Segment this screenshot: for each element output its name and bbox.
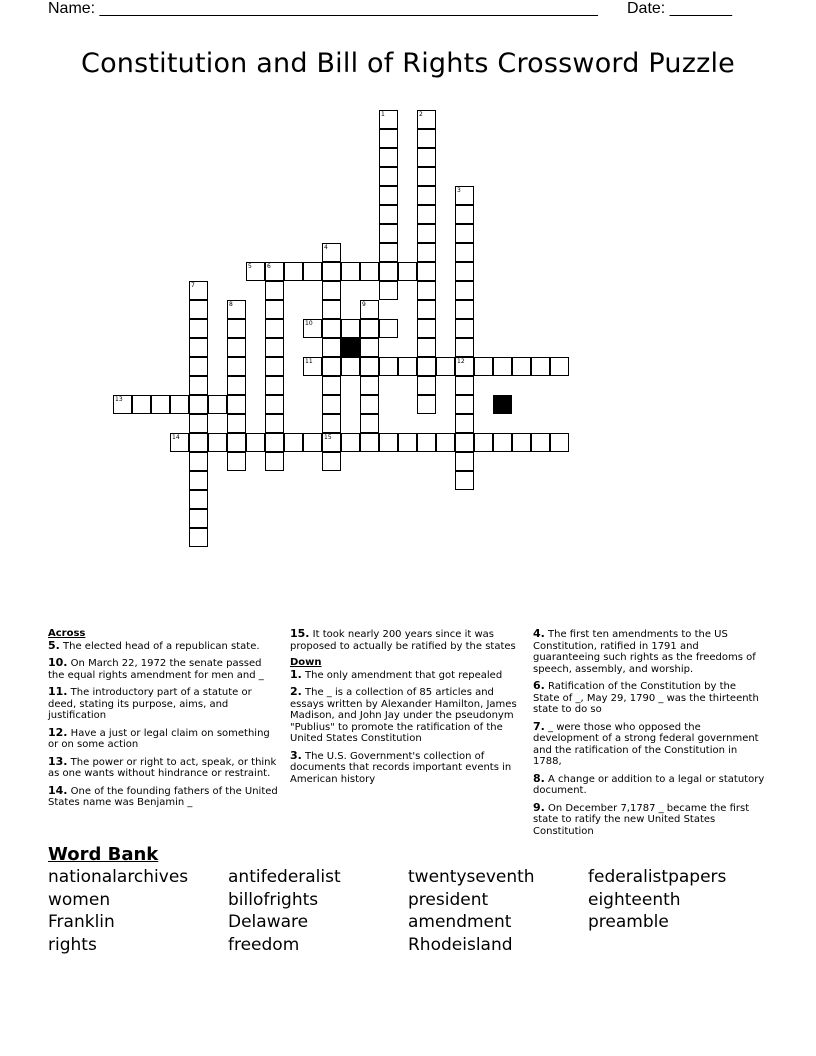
clue-number-4: 4 [324,244,328,251]
clue-number: 15. [290,627,310,640]
answer-cell[interactable] [360,395,379,414]
clue-number-12: 12 [457,358,465,365]
answer-cell[interactable] [512,357,531,376]
answer-cell[interactable] [417,224,436,243]
clue-number-7: 7 [191,282,195,289]
clue-number: 7. [533,719,545,733]
clue-number: 3. [290,748,302,762]
word-bank-column-1 [48,866,188,957]
answer-cell[interactable] [132,395,151,414]
answer-cell[interactable] [417,281,436,300]
answer-cell[interactable] [341,357,360,376]
answer-cell[interactable] [265,376,284,395]
clue-text: The first ten amendments to the US Constitution, ratified in 1791 and guaranteeing such rights as the freedoms of speech, assembly, and worship. [533,629,756,675]
clue-number-3: 3 [457,187,461,194]
clue-text: Ratification of the Constitution by the State of _, May 29, 1790 _ was the thirteenth state to do so [533,681,759,715]
word-bank-entry: amendment [408,912,512,933]
across-clue-list [48,640,280,809]
answer-cell[interactable] [265,452,284,471]
down-clue-list-continued [533,628,765,837]
answer-cell[interactable] [455,395,474,414]
answer-cell[interactable] [455,376,474,395]
clue-item [290,628,522,652]
answer-cell[interactable] [417,338,436,357]
answer-cell[interactable] [417,205,436,224]
answer-cell[interactable] [151,395,170,414]
clue-number-14: 14 [172,434,180,441]
answer-cell[interactable] [189,357,208,376]
answer-cell[interactable] [379,243,398,262]
answer-cell[interactable] [379,129,398,148]
clue-text: It took nearly 200 years since it was proposed to actually be ratified by the states [290,629,516,652]
clue-number-13: 13 [115,396,123,403]
answer-cell[interactable] [455,433,474,452]
answer-cell[interactable] [189,471,208,490]
word-bank-column-2 [228,866,341,957]
answer-cell[interactable] [455,281,474,300]
word-bank-entry: eighteenth [588,889,681,910]
clue-text: On March 22, 1972 the senate passed the equal rights amendment for men and _ [48,658,264,681]
answer-cell[interactable] [360,414,379,433]
answer-cell[interactable] [322,338,341,357]
answer-cell[interactable] [550,357,569,376]
answer-cell[interactable] [189,319,208,338]
answer-cell[interactable] [455,452,474,471]
answer-cell[interactable] [379,262,398,281]
word-bank-entry: Delaware [228,912,309,933]
answer-cell[interactable] [379,205,398,224]
clue-number: 6. [533,679,545,692]
clue-item [48,756,280,780]
answer-cell[interactable] [360,319,379,338]
answer-cell[interactable] [455,319,474,338]
answer-cell[interactable] [531,357,550,376]
word-bank-entry: president [408,889,489,910]
answer-cell[interactable] [265,338,284,357]
answer-cell[interactable] [341,433,360,452]
answer-cell[interactable] [455,224,474,243]
answer-cell[interactable] [455,205,474,224]
answer-cell[interactable] [284,262,303,281]
answer-cell[interactable] [417,186,436,205]
answer-cell[interactable] [474,357,493,376]
answer-cell[interactable] [189,376,208,395]
clue-number-15: 15 [324,434,332,441]
word-bank-title: Word Bank [48,844,159,865]
answer-cell[interactable] [227,338,246,357]
answer-cell[interactable] [493,433,512,452]
answer-cell[interactable] [436,433,455,452]
clue-item [533,721,765,768]
answer-cell[interactable] [265,300,284,319]
black-square [493,395,512,414]
clue-text: On December 7,1787 _ became the first state to ratify the new United States Constitution [533,802,750,837]
clue-number-10: 10 [305,320,313,327]
answer-cell[interactable] [379,167,398,186]
answer-cell[interactable] [550,433,569,452]
answer-cell[interactable] [455,262,474,281]
black-square [341,338,360,357]
answer-cell[interactable] [284,433,303,452]
answer-cell[interactable] [189,528,208,547]
answer-cell[interactable] [265,395,284,414]
answer-cell[interactable] [341,319,360,338]
answer-cell[interactable] [227,452,246,471]
answer-cell[interactable] [379,433,398,452]
answer-cell[interactable] [303,262,322,281]
clue-number-2: 2 [419,111,423,118]
answer-cell[interactable] [227,433,246,452]
word-bank-entry: freedom [228,935,300,956]
clue-number: 2. [290,685,302,698]
answer-cell[interactable] [474,433,493,452]
clue-number: 5. [48,638,60,652]
answer-cell[interactable] [189,300,208,319]
answer-cell[interactable] [417,376,436,395]
clue-text: A change or addition to a legal or statutory document. [533,773,765,796]
answer-cell[interactable] [360,338,379,357]
answer-cell[interactable] [322,262,341,281]
answer-cell[interactable] [379,281,398,300]
down-clue-list [290,669,522,786]
word-bank-entry: twentyseventh [408,867,535,887]
clue-number: 12. [48,725,68,739]
answer-cell[interactable] [189,338,208,357]
answer-cell[interactable] [398,357,417,376]
answer-cell[interactable] [189,509,208,528]
word-bank-column-3 [408,866,535,957]
answer-cell[interactable] [360,262,379,281]
answer-cell[interactable] [227,376,246,395]
answer-cell[interactable] [417,129,436,148]
answer-cell[interactable] [341,262,360,281]
answer-cell[interactable] [417,300,436,319]
clue-number-11: 11 [305,358,313,365]
answer-cell[interactable] [512,433,531,452]
answer-cell[interactable] [227,319,246,338]
date-field-line: Date: _______ [627,0,732,17]
clue-item [290,669,522,682]
clue-item [533,802,765,838]
across-header: Across [48,628,86,639]
answer-cell[interactable] [227,414,246,433]
answer-cell[interactable] [322,452,341,471]
answer-cell[interactable] [398,262,417,281]
clue-number-8: 8 [229,301,233,308]
answer-cell[interactable] [322,300,341,319]
answer-cell[interactable] [417,167,436,186]
clue-item [48,727,280,751]
answer-cell[interactable] [265,414,284,433]
answer-cell[interactable] [265,281,284,300]
answer-cell[interactable] [436,357,455,376]
answer-cell[interactable] [189,433,208,452]
word-bank-entry: preamble [588,912,669,933]
clues-column-2 [290,628,522,790]
answer-cell[interactable] [531,433,550,452]
answer-cell[interactable] [455,414,474,433]
answer-cell[interactable] [322,281,341,300]
answer-cell[interactable] [417,395,436,414]
word-bank-column-4 [588,866,726,934]
clue-number: 11. [48,685,68,698]
clue-item [48,785,280,809]
down-header: Down [290,657,322,668]
answer-cell[interactable] [398,433,417,452]
clue-text: The power or right to act, speak, or think as one wants without hindrance or restraint. [48,756,277,779]
answer-cell[interactable] [455,471,474,490]
clue-number: 10. [48,656,68,669]
clue-text: The U.S. Government's collection of documents that records important events in American history [290,750,512,785]
answer-cell[interactable] [360,433,379,452]
clue-text: The only amendment that got repealed [301,669,503,681]
answer-cell[interactable] [265,357,284,376]
answer-cell[interactable] [379,186,398,205]
answer-cell[interactable] [322,395,341,414]
answer-cell[interactable] [189,414,208,433]
clue-item [533,680,765,716]
answer-cell[interactable] [227,395,246,414]
answer-cell[interactable] [265,319,284,338]
answer-cell[interactable] [265,433,284,452]
clue-item [48,686,280,722]
clue-number: 1. [290,667,302,681]
clue-number-6: 6 [267,263,271,270]
answer-cell[interactable] [189,452,208,471]
clue-number: 8. [533,771,545,785]
clues-column-1 [48,628,280,814]
answer-cell[interactable] [417,148,436,167]
clue-number: 9. [533,800,545,814]
page-title: Constitution and Bill of Rights Crossword Puzzle [81,48,735,79]
word-bank-entry: federalistpapers [588,867,727,887]
clue-text: Have a just or legal claim on something or on some action [48,727,270,750]
clue-text: One of the founding fathers of the United States name was Benjamin _ [48,785,278,808]
answer-cell[interactable] [303,433,322,452]
answer-cell[interactable] [322,357,341,376]
answer-cell[interactable] [455,338,474,357]
name-field-line: Name: ________________________________________________________ [48,0,598,17]
across-clue-list-continued [290,628,522,652]
word-bank-entry: rights [48,935,97,956]
clue-text: The introductory part of a statute or deed, stating its purpose, aims, and justification [48,687,252,721]
answer-cell[interactable] [379,148,398,167]
clue-number-5: 5 [248,263,252,270]
word-bank-entry: nationalarchives [48,867,189,887]
clue-number: 13. [48,754,68,768]
answer-cell[interactable] [322,319,341,338]
answer-cell[interactable] [322,376,341,395]
clue-item [533,773,765,797]
answer-cell[interactable] [379,319,398,338]
clue-number: 14. [48,783,68,797]
answer-cell[interactable] [493,357,512,376]
clue-number-9: 9 [362,301,366,308]
answer-cell[interactable] [379,357,398,376]
clue-item [48,640,280,653]
word-bank-entry: billofrights [228,889,319,910]
answer-cell[interactable] [360,357,379,376]
clues-column-3 [533,628,765,842]
answer-cell[interactable] [455,243,474,262]
answer-cell[interactable] [360,376,379,395]
word-bank-entry: women [48,889,111,910]
clue-text: The elected head of a republican state. [59,640,260,652]
answer-cell[interactable] [246,433,265,452]
word-bank-entry: antifederalist [228,867,341,887]
answer-cell[interactable] [208,395,227,414]
answer-cell[interactable] [189,395,208,414]
answer-cell[interactable] [379,224,398,243]
answer-cell[interactable] [170,395,189,414]
answer-cell[interactable] [322,414,341,433]
answer-cell[interactable] [189,490,208,509]
word-bank-entry: Franklin [48,912,115,933]
clue-item [290,750,522,786]
clue-text: The _ is a collection of 85 articles and essays written by Alexander Hamilton, James Madison, and John Jay under the pseudonym "Publius" to promote the ratification of the United States Constitution [290,687,517,744]
clue-number: 4. [533,627,545,640]
clue-text: _ were those who opposed the development of a strong federal government and the ratification of the Constitution in 1788, [533,721,759,767]
answer-cell[interactable] [417,433,436,452]
clue-item [290,686,522,745]
word-bank-entry: Rhodeisland [408,935,513,956]
clue-item [533,628,765,675]
answer-cell[interactable] [417,243,436,262]
clue-number-1: 1 [381,111,385,118]
answer-cell[interactable] [455,300,474,319]
answer-cell[interactable] [227,357,246,376]
answer-cell[interactable] [417,319,436,338]
answer-cell[interactable] [208,433,227,452]
answer-cell[interactable] [417,262,436,281]
answer-cell[interactable] [417,357,436,376]
clue-item [48,657,280,681]
